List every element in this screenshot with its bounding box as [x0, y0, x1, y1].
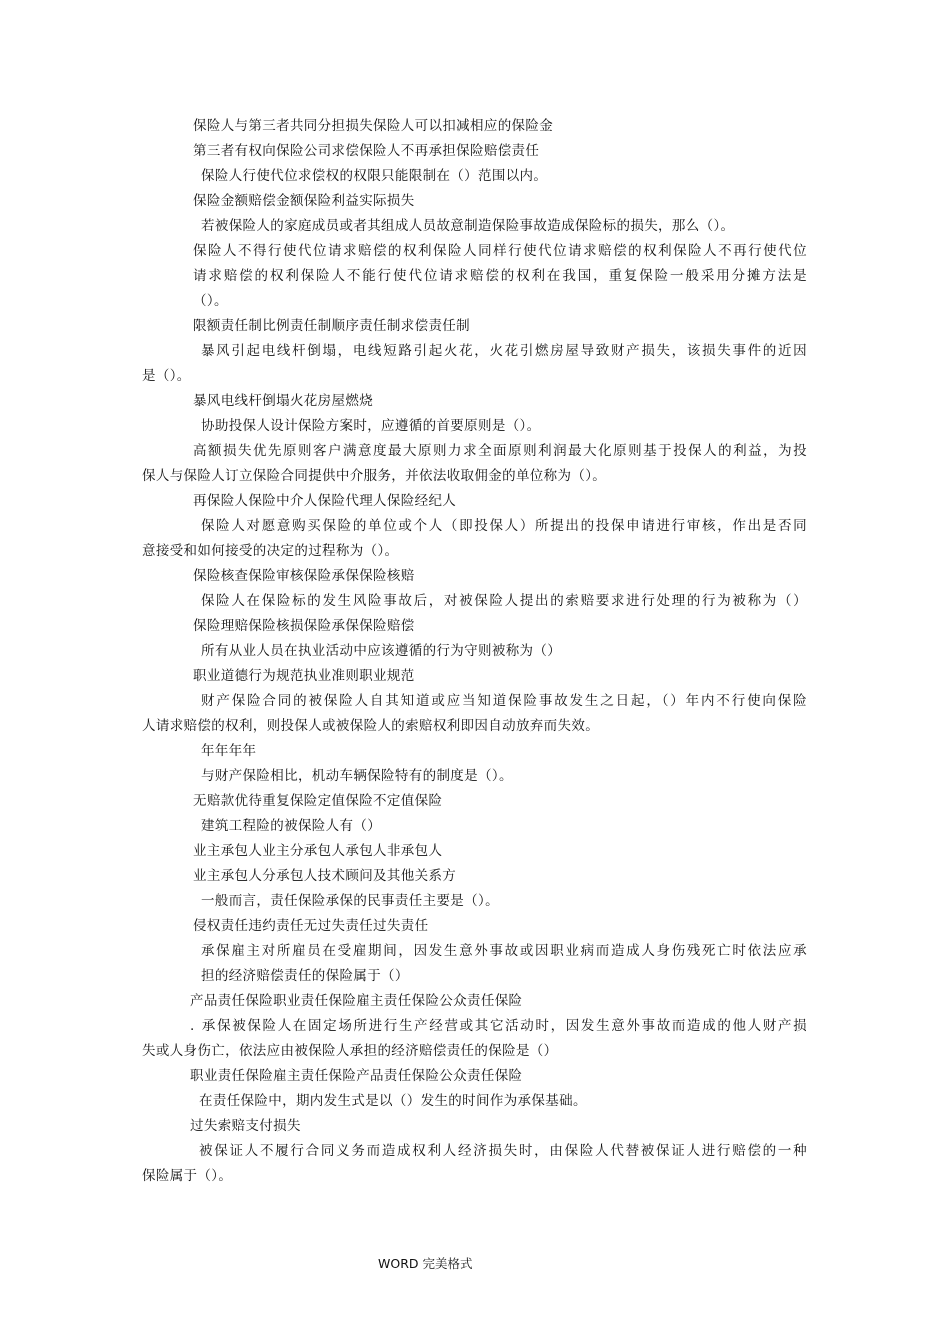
text-line: 保险人在保险标的发生风险事故后，对被保险人提出的索赔要求进行处理的行为被称为（）: [201, 593, 809, 609]
text-line: 保险理赔保险核损保险承保保险赔偿: [193, 618, 415, 634]
text-line: 所有从业人员在执业活动中应该遵循的行为守则被称为（）: [201, 643, 562, 659]
text-line: 过失索赔支付损失: [190, 1118, 301, 1134]
text-line: 保险人与第三者共同分担损失保险人可以扣减相应的保险金: [193, 118, 554, 134]
text-line: 第三者有权向保险公司求偿保险人不再承担保险赔偿责任: [193, 143, 540, 159]
text-line: 财产保险合同的被保险人自其知道或应当知道保险事故发生之日起，（）年内不行使向保险: [201, 693, 809, 709]
text-line: 若被保险人的家庭成员或者其组成人员故意制造保险事故造成保险标的损失，那么（）。: [201, 218, 735, 234]
text-line: 失或人身伤亡，依法应由被保险人承担的经济赔偿责任的保险是（）: [142, 1043, 558, 1059]
text-line: 建筑工程险的被保险人有（）: [201, 818, 382, 834]
text-line: 保险金额赔偿金额保险利益实际损失: [193, 193, 415, 209]
text-line: 业主承包人分承包人技术顾问及其他关系方: [193, 868, 457, 884]
text-line: 无赔款优待重复保险定值保险不定值保险: [193, 793, 443, 809]
text-line: 在责任保险中，期内发生式是以（）发生的时间作为承保基础。: [199, 1093, 587, 1109]
text-line: 保险核查保险审核保险承保保险核赔: [193, 568, 415, 584]
text-line: . 承保被保险人在固定场所进行生产经营或其它活动时，因发生意外事故而造成的他人财产损: [190, 1018, 809, 1034]
text-line: 被保证人不履行合同义务而造成权利人经济损失时，由保险人代替被保证人进行赔偿的一种: [199, 1143, 809, 1159]
text-line: 再保险人保险中介人保险代理人保险经纪人: [193, 493, 457, 509]
text-line: 业主承包人业主分承包人承包人非承包人: [193, 843, 443, 859]
text-line: 职业责任保险雇主责任保险产品责任保险公众责任保险: [190, 1068, 523, 1084]
text-line: 暴风引起电线杆倒塌，电线短路引起火花，火花引燃房屋导致财产损失，该损失事件的近因: [201, 343, 809, 359]
text-line: 与财产保险相比，机动车辆保险特有的制度是（）。: [201, 768, 513, 784]
text-line: 是（）。: [142, 368, 191, 384]
text-line: 年年年年: [201, 743, 257, 759]
text-line: 侵权责任违约责任无过失责任过失责任: [193, 918, 429, 934]
text-line: 产品责任保险职业责任保险雇主责任保险公众责任保险: [190, 993, 523, 1009]
text-line: 高额损失优先原则客户满意度最大原则力求全面原则利润最大化原则基于投保人的利益，为投: [193, 443, 809, 459]
text-line: 协助投保人设计保险方案时，应遵循的首要原则是（）。: [201, 418, 541, 434]
text-line: 承保雇主对所雇员在受雇期间，因发生意外事故或因职业病而造成人身伤残死亡时依法应承: [201, 943, 809, 959]
text-line: 保人与保险人订立保险合同提供中介服务，并依法收取佣金的单位称为（）。: [142, 468, 607, 484]
text-line: 保险人对愿意购买保险的单位或个人（即投保人）所提出的投保申请进行审核，作出是否同: [201, 518, 809, 534]
text-line: （）。: [193, 293, 228, 309]
text-line: 保险人不得行使代位请求赔偿的权利保险人同样行使代位请求赔偿的权利保险人不再行使代位: [193, 243, 809, 259]
text-line: 一般而言，责任保险承保的民事责任主要是（）。: [201, 893, 499, 909]
text-line: 保险人行使代位求偿权的权限只能限制在（）范围以内。: [201, 168, 548, 184]
text-line: 暴风电线杆倒塌火花房屋燃烧: [193, 393, 374, 409]
page-footer: WORD 完美格式: [378, 1256, 473, 1271]
text-line: 担的经济赔偿责任的保险属于（）: [201, 968, 409, 984]
text-line: 人请求赔偿的权利，则投保人或被保险人的索赔权利即因自动放弃而失效。: [142, 718, 600, 734]
text-line: 意接受和如何接受的决定的过程称为（）。: [142, 543, 399, 559]
text-line: 保险属于（）。: [142, 1168, 233, 1184]
text-line: 职业道德行为规范执业准则职业规范: [193, 668, 415, 684]
text-line: 限额责任制比例责任制顺序责任制求偿责任制: [193, 318, 470, 334]
text-line: 请求赔偿的权利保险人不能行使代位请求赔偿的权利在我国，重复保险一般采用分摊方法是: [193, 268, 809, 284]
